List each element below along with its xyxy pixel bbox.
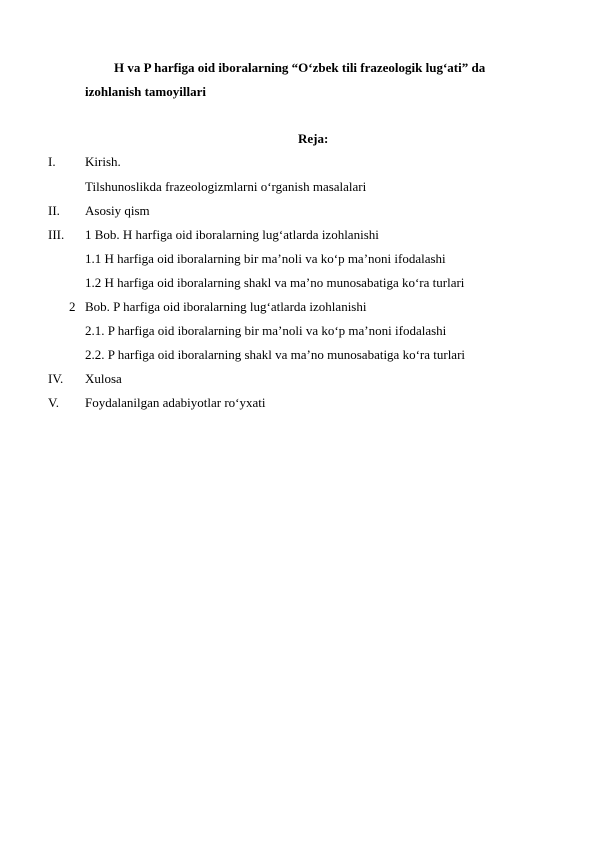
plan-item-marker: I. xyxy=(48,154,56,169)
document-title-line2: izohlanish tamoyillari xyxy=(85,84,206,99)
plan-item xyxy=(0,275,596,295)
plan-item-text: Xulosa xyxy=(85,371,122,386)
plan-item-text: Foydalanilgan adabiyotlar ro‘yxati xyxy=(85,395,266,410)
plan-item xyxy=(0,371,596,391)
plan-item xyxy=(0,347,596,367)
plan-item xyxy=(0,154,596,174)
plan-item-text: Bob. P harfiga oid iboralarning lug‘atlarda izohlanishi xyxy=(85,299,367,314)
plan-item-text: 2.1. P harfiga oid iboralarning bir ma’noli va ko‘p ma’noni ifodalashi xyxy=(85,323,447,338)
plan-item xyxy=(0,299,596,319)
plan-item-text: 1.2 H harfiga oid iboralarning shakl va ma’no munosabatiga ko‘ra turlari xyxy=(85,275,465,290)
document-title-line1: H va P harfiga oid iboralarning “O‘zbek tili frazeologik lug‘ati” da xyxy=(114,60,486,75)
plan-item xyxy=(0,227,596,247)
plan-item xyxy=(0,203,596,223)
plan-item xyxy=(0,395,596,415)
plan-item xyxy=(0,251,596,271)
plan-item-text: 1.1 H harfiga oid iboralarning bir ma’noli va ko‘p ma’noni ifodalashi xyxy=(85,251,446,266)
plan-item xyxy=(0,179,596,199)
plan-item-text: Kirish. xyxy=(85,154,121,169)
plan-item xyxy=(0,323,596,343)
plan-item-text: 2.2. P harfiga oid iboralarning shakl va ma’no munosabatiga ko‘ra turlari xyxy=(85,347,466,362)
plan-item-marker: 2 xyxy=(69,299,76,314)
plan-item-marker: II. xyxy=(48,203,60,218)
plan-item-marker: III. xyxy=(48,227,65,242)
plan-item-text: Tilshunoslikda frazeologizmlarni o‘rganish masalalari xyxy=(85,179,367,194)
plan-item-marker: IV. xyxy=(48,371,64,386)
plan-heading-text: Reja: xyxy=(298,131,329,146)
plan-item-text: 1 Bob. H harfiga oid iboralarning lug‘atlarda izohlanishi xyxy=(85,227,379,242)
plan-item-marker: V. xyxy=(48,395,59,410)
plan-item-text: Asosiy qism xyxy=(85,203,150,218)
